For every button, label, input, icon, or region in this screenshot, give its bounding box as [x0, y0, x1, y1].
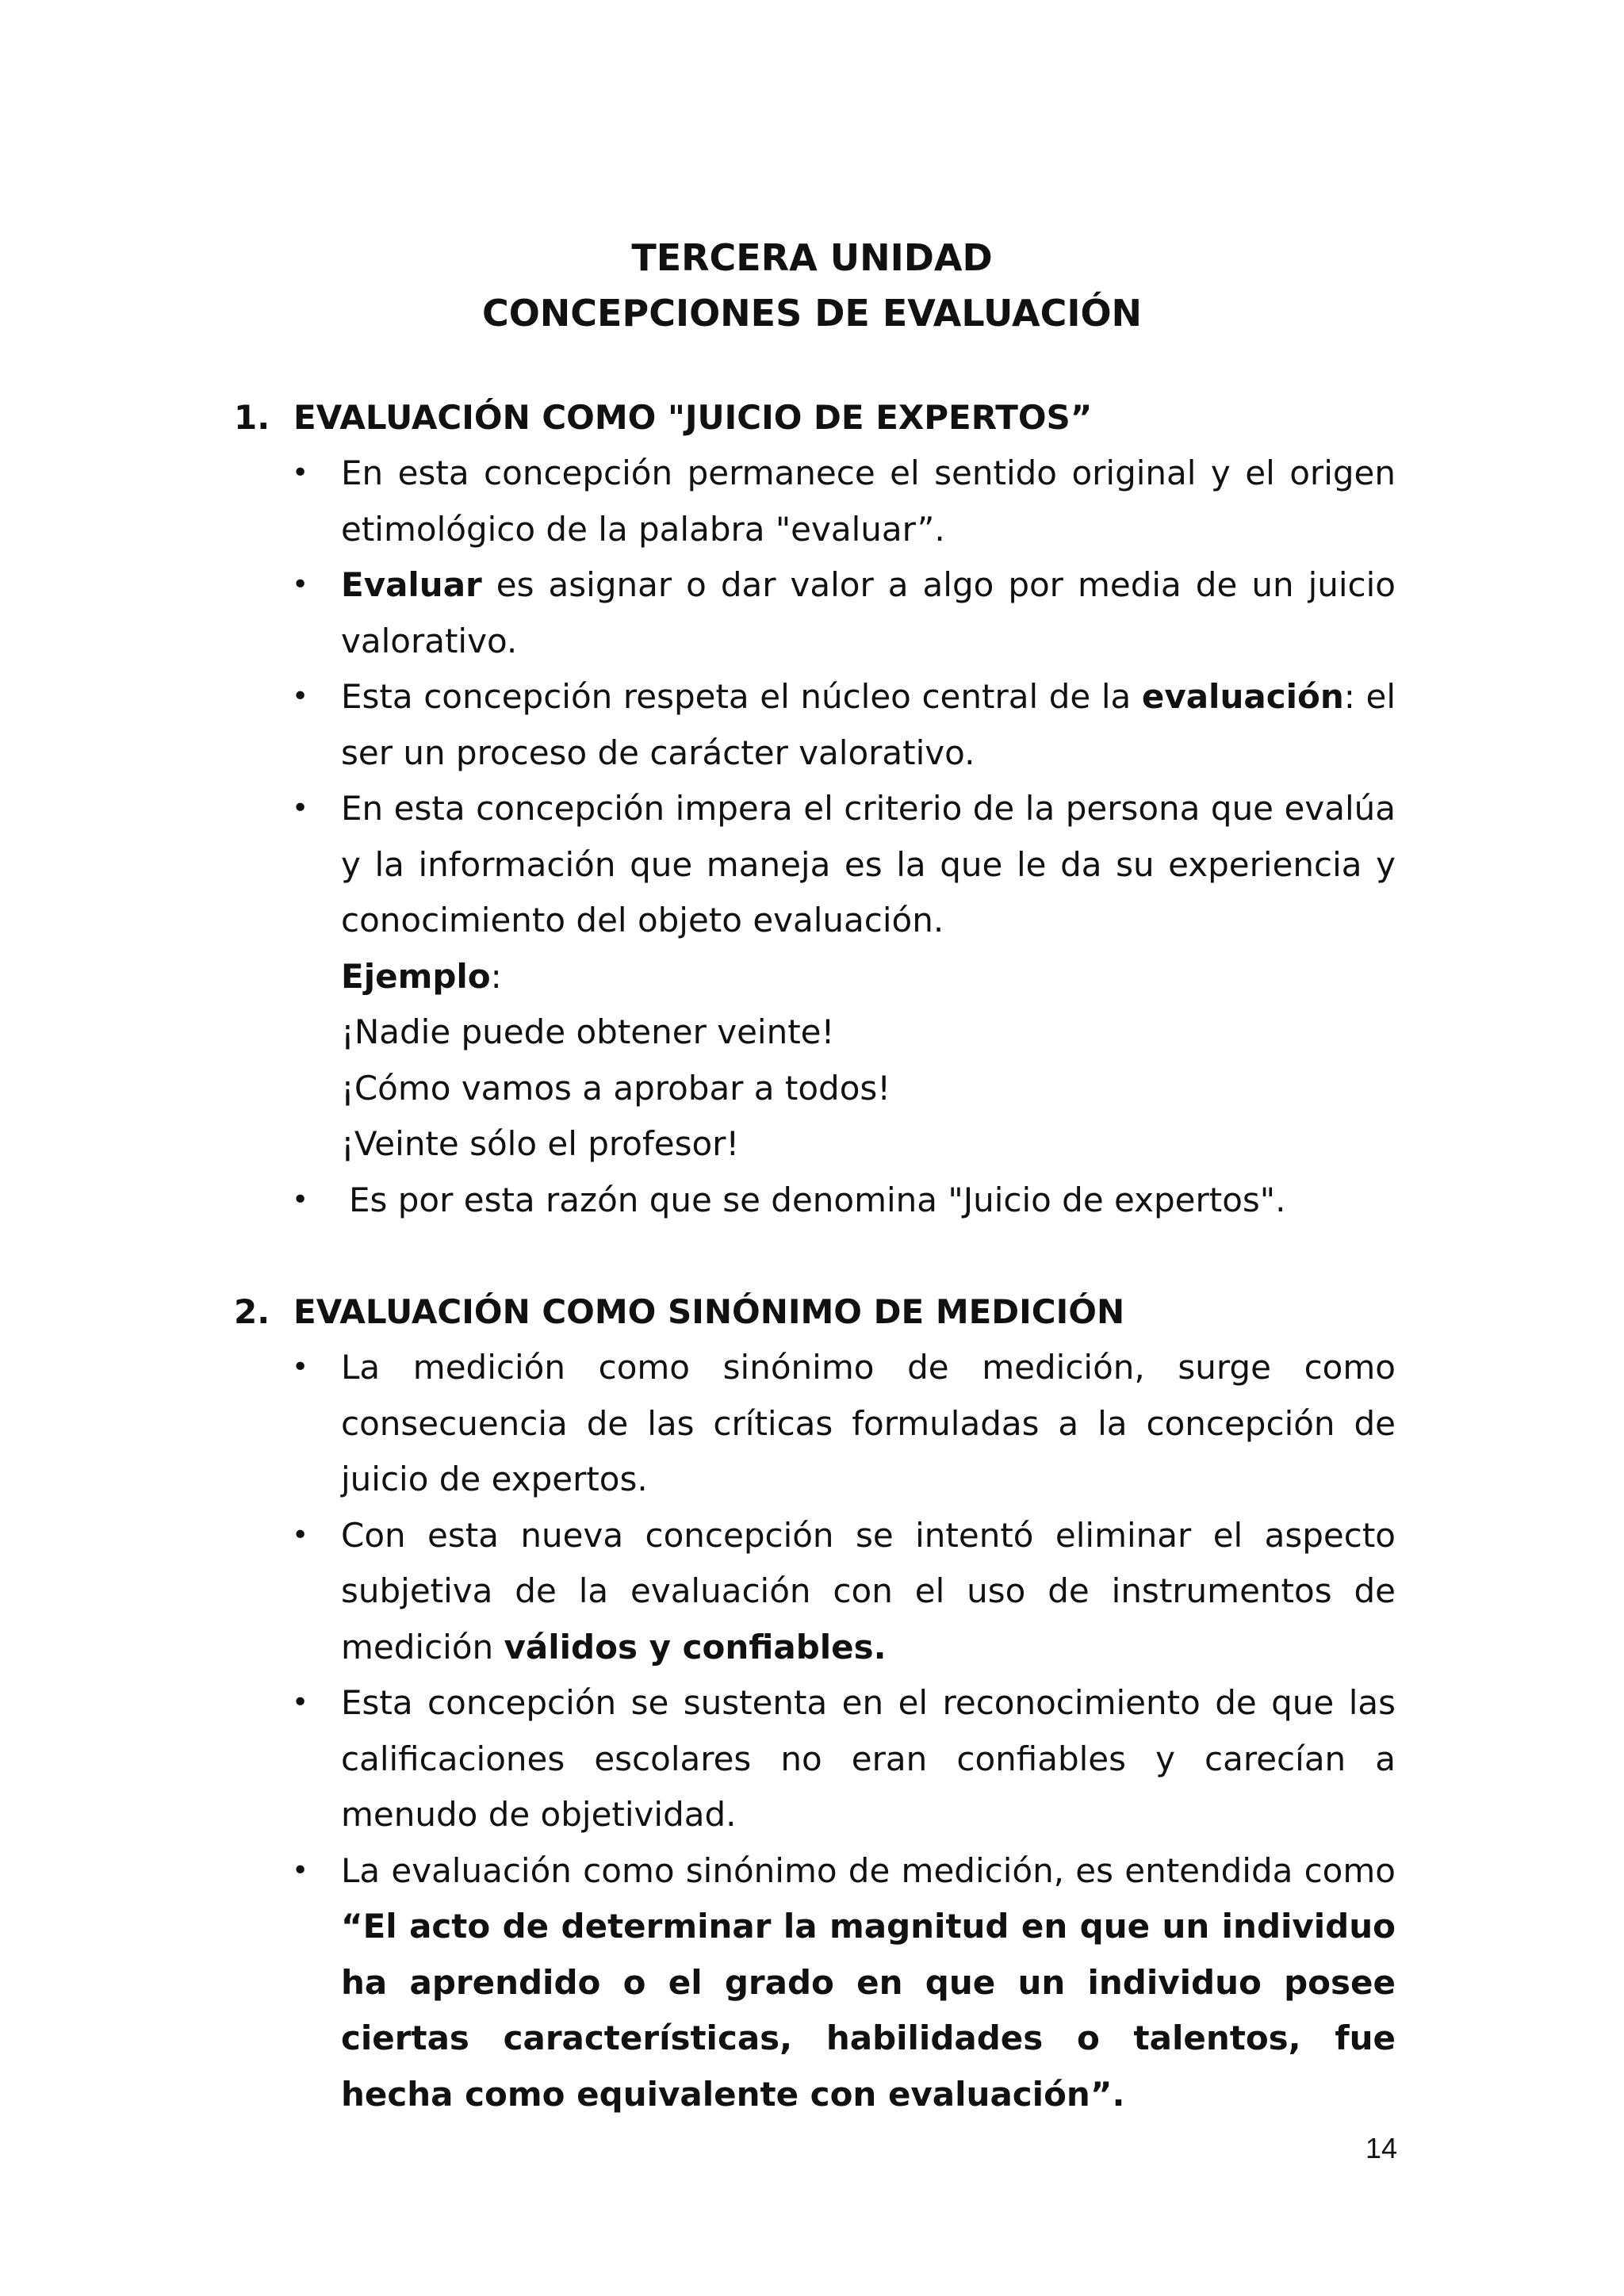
bold-term: evaluación: [1141, 677, 1344, 716]
bullet-icon: •: [292, 1183, 309, 1216]
bullet-icon: •: [292, 1854, 309, 1887]
list-item-text: La medición como sinónimo de medición, surge como consecuencia de las críticas formuladas a la concepción de juicio de expertos.: [341, 1348, 1396, 1498]
list-item-text: Esta concepción respeta el núcleo central de la: [341, 677, 1142, 716]
unit-subtitle: CONCEPCIONES DE EVALUACIÓN: [481, 292, 1143, 335]
bullet-icon: •: [292, 680, 309, 713]
section-2-title: EVALUACIÓN COMO SINÓNIMO DE MEDICIÓN: [293, 1292, 1125, 1331]
bullet-icon: •: [292, 568, 309, 601]
list-item-text: Con esta nueva concepción se intentó eliminar el aspecto subjetiva de la evaluación con el uso de instrumentos de medición: [341, 1515, 1396, 1667]
list-item-text: es asignar o dar valor a algo por media de un juicio valorativo.: [341, 565, 1396, 660]
bullet-icon: •: [292, 1686, 309, 1719]
bold-term: Evaluar: [341, 565, 482, 604]
list-item: [285, 1843, 1396, 2123]
bold-term: válidos y confiables.: [504, 1627, 887, 1667]
list-item-text: La evaluación como sinónimo de medición, es entendida como: [341, 1850, 1396, 1890]
bullet-icon: •: [292, 1518, 309, 1552]
list-item-text: En esta concepción permanece el sentido original y el origen etimológico de la palabra "evaluar”.: [341, 453, 1396, 549]
bullet-icon: •: [292, 792, 309, 825]
example-label-text: Ejemplo: [341, 956, 491, 996]
example-label: [341, 949, 1396, 1005]
section-1-number: 1.: [234, 398, 270, 437]
list-item: [285, 1675, 1396, 1843]
list-item-text: En esta concepción impera el criterio de la persona que evalúa y la información que maneja es la que le da su experiencia y conocimiento del objeto evaluación.: [341, 789, 1396, 939]
example-line: ¡Veinte sólo el profesor!: [341, 1124, 740, 1163]
list-item-text: Esta concepción se sustenta en el reconocimiento de que las calificaciones escolares no eran confiables y carecían a menudo de objetividad.: [341, 1683, 1396, 1834]
bullet-icon: •: [292, 457, 309, 489]
list-item: [285, 1508, 1396, 1676]
section-2-list: [285, 1340, 1396, 2122]
unit-title: TERCERA UNIDAD: [631, 236, 993, 279]
section-1-heading: [234, 390, 1092, 446]
definition-quote: “El acto de determinar la magnitud en que un individuo ha aprendido o el grado en que un individuo posee ciertas características, habilidades o talentos, fue hecha como equivalente con evaluación”.: [341, 1907, 1396, 2114]
list-item: [285, 446, 1396, 557]
example-label-colon: :: [490, 956, 502, 996]
example-line: ¡Cómo vamos a aprobar a todos!: [341, 1068, 891, 1108]
section-2-heading: [234, 1284, 1124, 1340]
bullet-icon: •: [292, 1351, 309, 1383]
section-1-title: EVALUACIÓN COMO "JUICIO DE EXPERTOS”: [293, 398, 1093, 437]
page-number: 14: [1365, 2132, 1397, 2164]
list-item: [285, 1340, 1396, 1508]
list-item: [285, 781, 1396, 1173]
list-item-text: : el ser un proceso de carácter valorativo.: [341, 677, 1396, 772]
list-item: [285, 1173, 1396, 1229]
section-1-list: [285, 446, 1396, 1228]
section-2-number: 2.: [234, 1292, 270, 1331]
list-item: [285, 669, 1396, 781]
list-item: [285, 557, 1396, 669]
list-item-text: Es por esta razón que se denomina "Juicio de expertos".: [349, 1180, 1286, 1219]
example-line: ¡Nadie puede obtener veinte!: [341, 1012, 835, 1051]
